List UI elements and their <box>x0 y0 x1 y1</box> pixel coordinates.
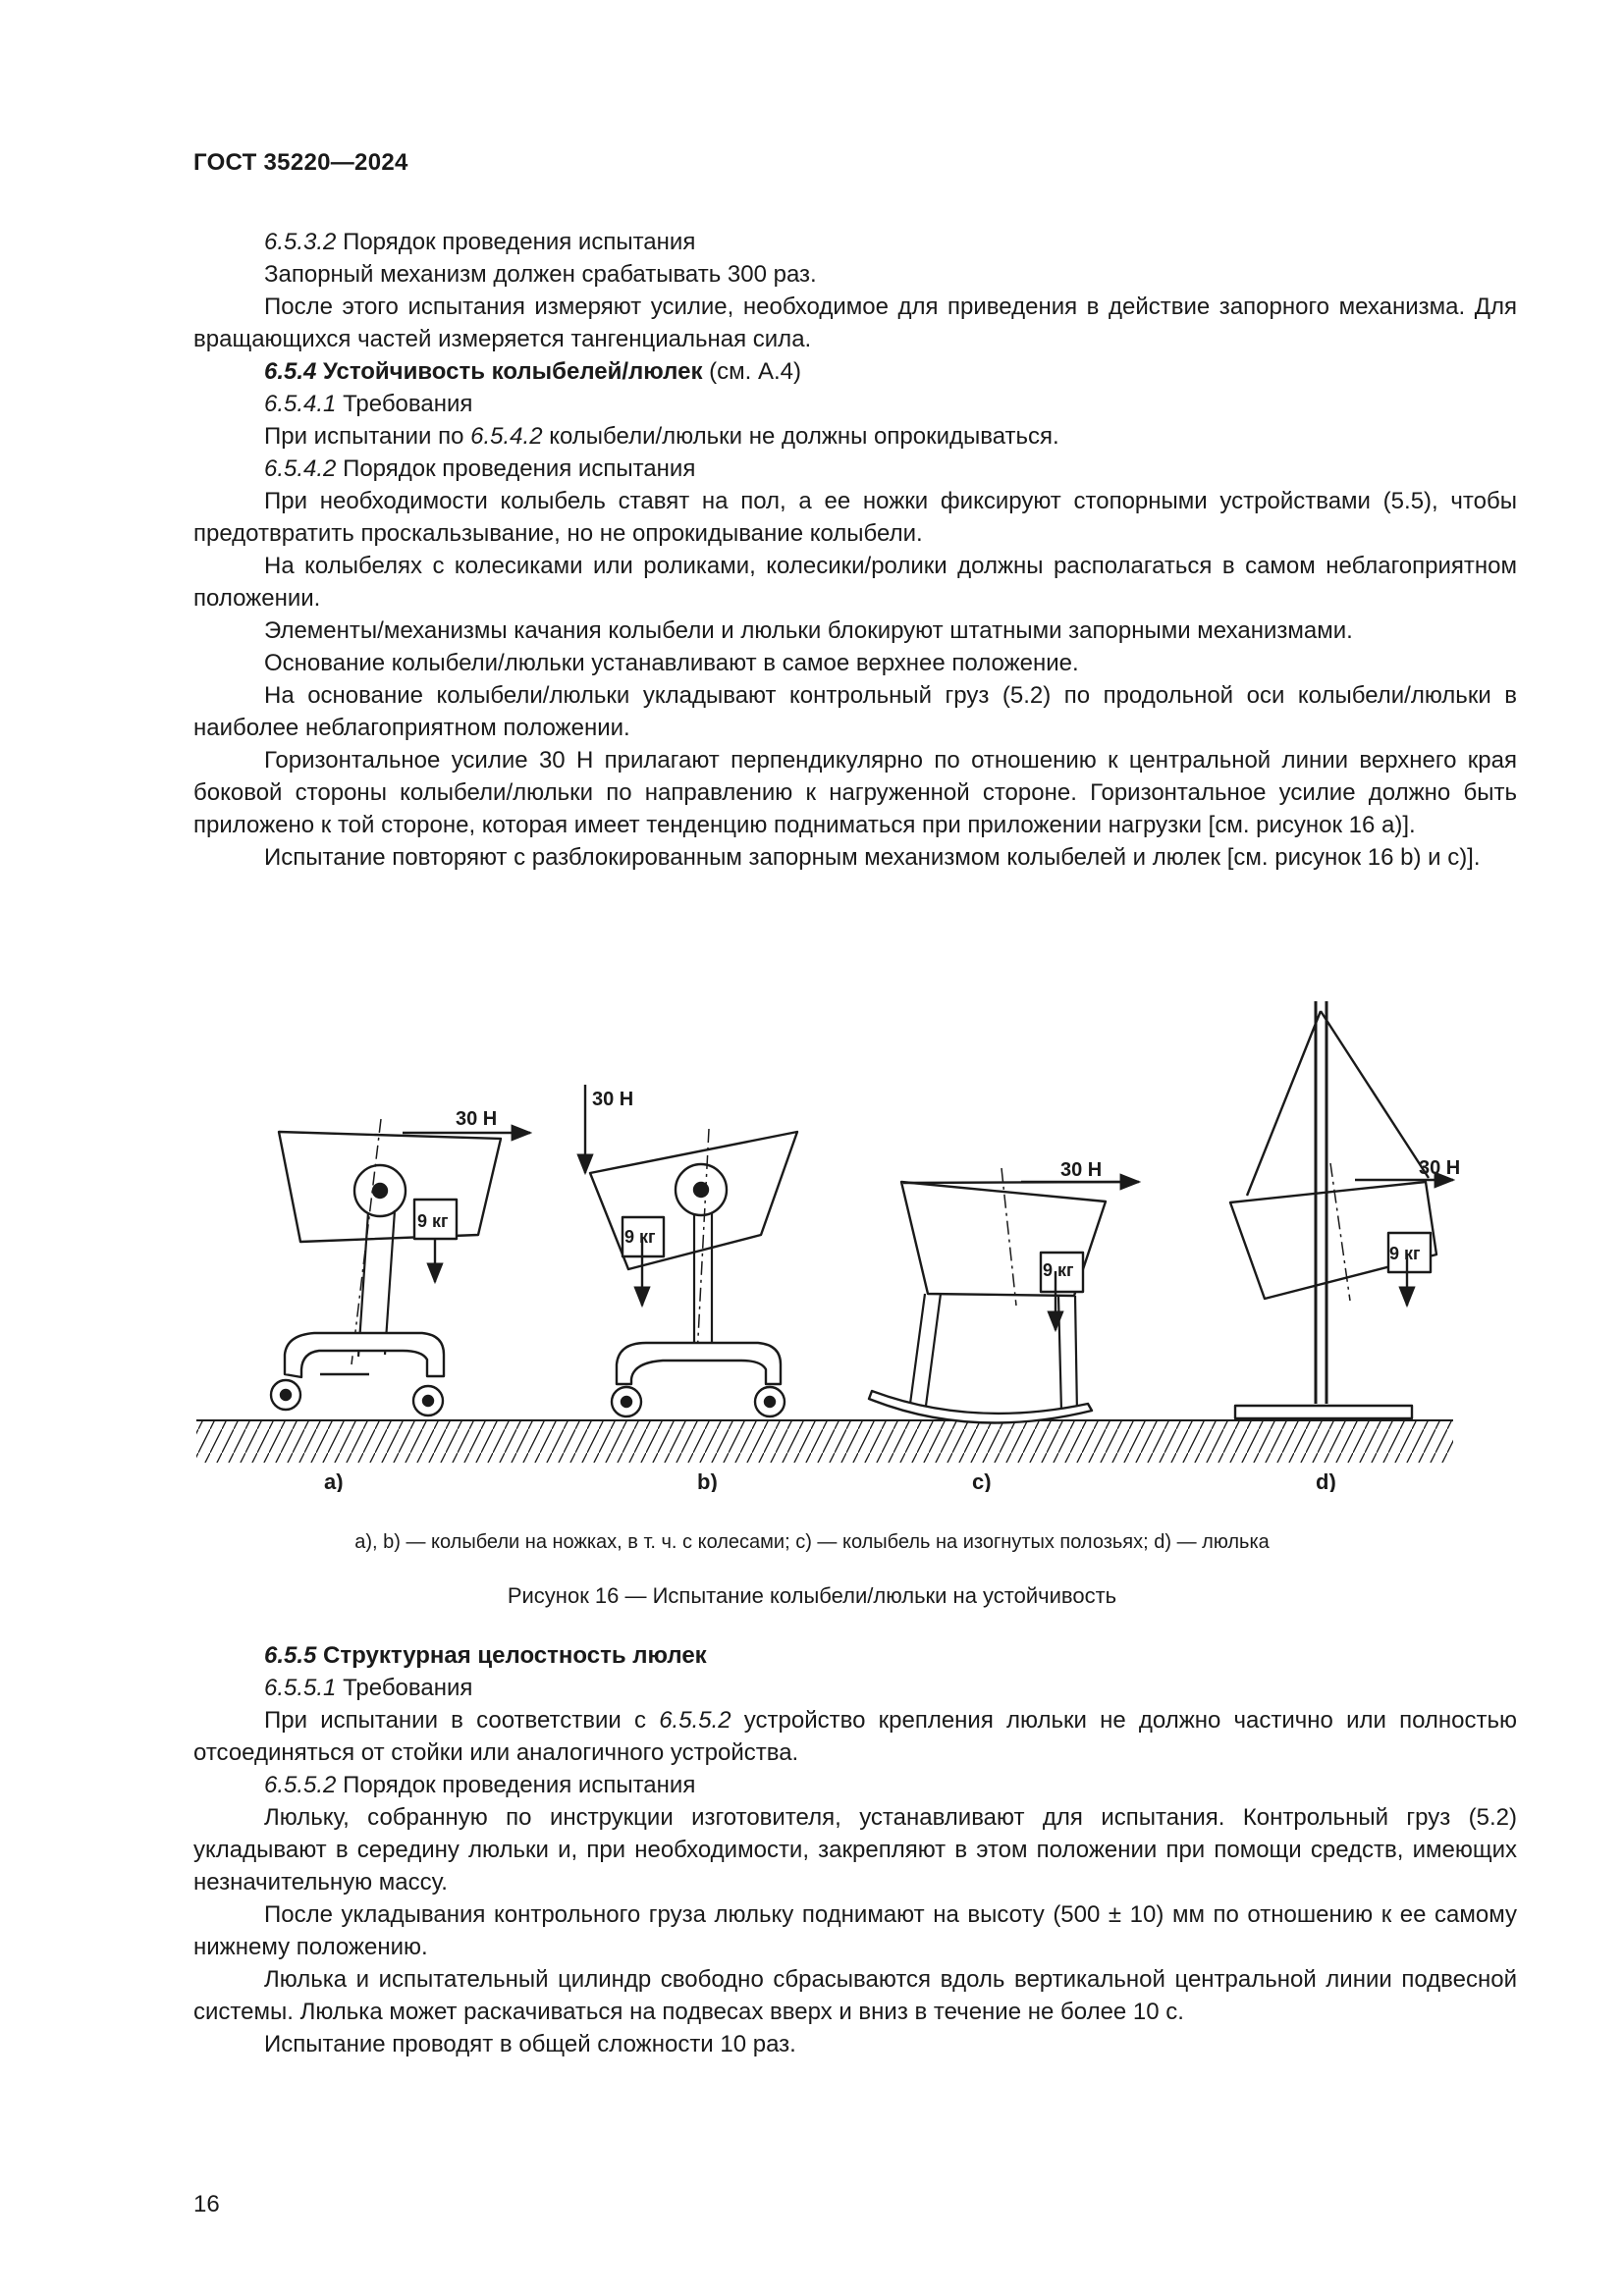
figure-16 <box>187 982 1463 1492</box>
mass-label-a: 9 кг <box>417 1211 449 1231</box>
sublabel-c: c) <box>972 1469 992 1492</box>
paragraph <box>193 1672 1517 1704</box>
clause-text: Требования <box>336 1675 473 1701</box>
paragraph <box>193 226 1517 258</box>
clause-number: 6.5.4 <box>264 358 317 385</box>
clause-number: 6.5.5.2 <box>264 1772 337 1798</box>
force-label-b: 30 Н <box>592 1089 634 1110</box>
section-title: Устойчивость колыбелей/люлек <box>316 358 703 385</box>
clause-number: 6.5.3.2 <box>264 229 337 255</box>
cradle-c <box>869 1168 1139 1423</box>
stability-test-drawing <box>187 982 1463 1492</box>
paragraph: Запорный механизм должен срабатывать 300 раз. <box>264 261 817 288</box>
paragraph: После укладывания контрольного груза люльку поднимают на высоту (500 ± 10) мм по отношению к ее самому нижнему положению. <box>193 1901 1517 1960</box>
clause-number: 6.5.5.1 <box>264 1675 337 1701</box>
paragraph: Испытание повторяют с разблокированным запорным механизмом колыбелей и люлек [см. рисунок 16 b) и c)]. <box>264 844 1481 871</box>
paragraph: Люлька и испытательный цилиндр свободно сбрасываются вдоль вертикальной центральной линии подвесной системы. Люлька может раскачиваться на подвесах вверх и вниз в течение не более 10 с. <box>193 1966 1517 2025</box>
paragraph <box>193 1704 1517 1769</box>
clause-ref: 6.5.4.2 <box>470 423 543 450</box>
paragraph: Люльку, собранную по инструкции изготовителя, устанавливают для испытания. Контрольный груз (5.2) укладывают в середину люльки и, при необходимости, закрепляют в этом положении при помощи средств, имеющих незначительную массу. <box>193 1804 1517 1896</box>
paragraph: Основание колыбели/люльки устанавливают в самое верхнее положение. <box>264 650 1079 676</box>
paragraph <box>193 1769 1517 1801</box>
text: При испытании в соответствии с <box>264 1707 660 1734</box>
clause-text: Порядок проведения испытания <box>336 1772 696 1798</box>
cradle-a <box>271 1119 530 1415</box>
paragraph <box>193 388 1517 420</box>
mass-label-d: 9 кг <box>1389 1244 1421 1263</box>
ground-hatch <box>196 1420 1453 1463</box>
clause-text: Порядок проведения испытания <box>336 229 696 255</box>
sublabel-b: b) <box>697 1469 718 1492</box>
paragraph: На колыбелях с колесиками или роликами, колесики/ролики должны располагаться в самом неблагоприятном положении. <box>193 553 1517 612</box>
clause-number: 6.5.4.2 <box>264 455 337 482</box>
paragraph <box>193 420 1517 453</box>
force-label-d: 30 Н <box>1419 1157 1461 1179</box>
page-number: 16 <box>193 2191 220 2217</box>
clause-text: Порядок проведения испытания <box>336 455 696 482</box>
figure-caption: Рисунок 16 — Испытание колыбели/люльки на устойчивость <box>507 1583 1117 1608</box>
force-label-a: 30 Н <box>456 1108 498 1130</box>
paragraph: Элементы/механизмы качания колыбели и люльки блокируют штатными запорными механизмами. <box>264 617 1353 644</box>
text-block-lower <box>193 1639 1517 2060</box>
cradle-b <box>585 1085 797 1416</box>
section-title: Структурная целостность люлек <box>316 1642 707 1669</box>
paragraph: После этого испытания измеряют усилие, необходимое для приведения в действие запорного механизма. Для вращающихся частей измеряется тангенциальная сила. <box>193 294 1517 352</box>
paragraph: Горизонтальное усилие 30 Н прилагают перпендикулярно по отношению к центральной линии верхнего края боковой стороны колыбели/люльки по направлению к нагруженной стороне. Горизонтальное усилие должно быть приложено к той стороне, которая имеет тенденцию подниматься при приложении нагрузки [см. рисунок 16 а)]. <box>193 747 1517 838</box>
text: устройство крепления люльки не должно частично или полностью отсоединяться от стойки или аналогичного устройства. <box>193 1707 1517 1766</box>
paragraph: На основание колыбели/люльки укладывают контрольный груз (5.2) по продольной оси колыбели/люльки в наиболее неблагоприятном положении. <box>193 682 1517 741</box>
figure-note: a), b) — колыбели на ножках, в т. ч. с колесами; c) — колыбель на изогнутых полозьях; d) — люлька <box>354 1531 1270 1553</box>
clause-number: 6.5.5 <box>264 1642 317 1669</box>
paragraph <box>193 453 1517 485</box>
mass-label-c: 9 кг <box>1043 1260 1074 1280</box>
cradle-d <box>1230 1001 1453 1418</box>
text: колыбели/люльки не должны опрокидываться. <box>542 423 1059 450</box>
document-code: ГОСТ 35220—2024 <box>193 149 408 176</box>
sublabel-d: d) <box>1316 1469 1336 1492</box>
force-label-c: 30 Н <box>1060 1159 1103 1181</box>
paragraph: При необходимости колыбель ставят на пол, а ее ножки фиксируют стопорными устройствами (5.5), чтобы предотвратить проскальзывание, но не опрокидывание колыбели. <box>193 488 1517 547</box>
section-heading <box>193 355 1517 388</box>
section-ref: (см. А.4) <box>702 358 801 385</box>
text-block-upper <box>193 226 1517 874</box>
mass-label-b: 9 кг <box>624 1227 656 1247</box>
clause-number: 6.5.4.1 <box>264 391 337 417</box>
sublabel-a: a) <box>324 1469 344 1492</box>
section-heading <box>193 1639 1517 1672</box>
clause-text: Требования <box>336 391 473 417</box>
clause-ref: 6.5.5.2 <box>659 1707 731 1734</box>
paragraph: Испытание проводят в общей сложности 10 раз. <box>264 2031 796 2057</box>
text: При испытании по <box>264 423 471 450</box>
